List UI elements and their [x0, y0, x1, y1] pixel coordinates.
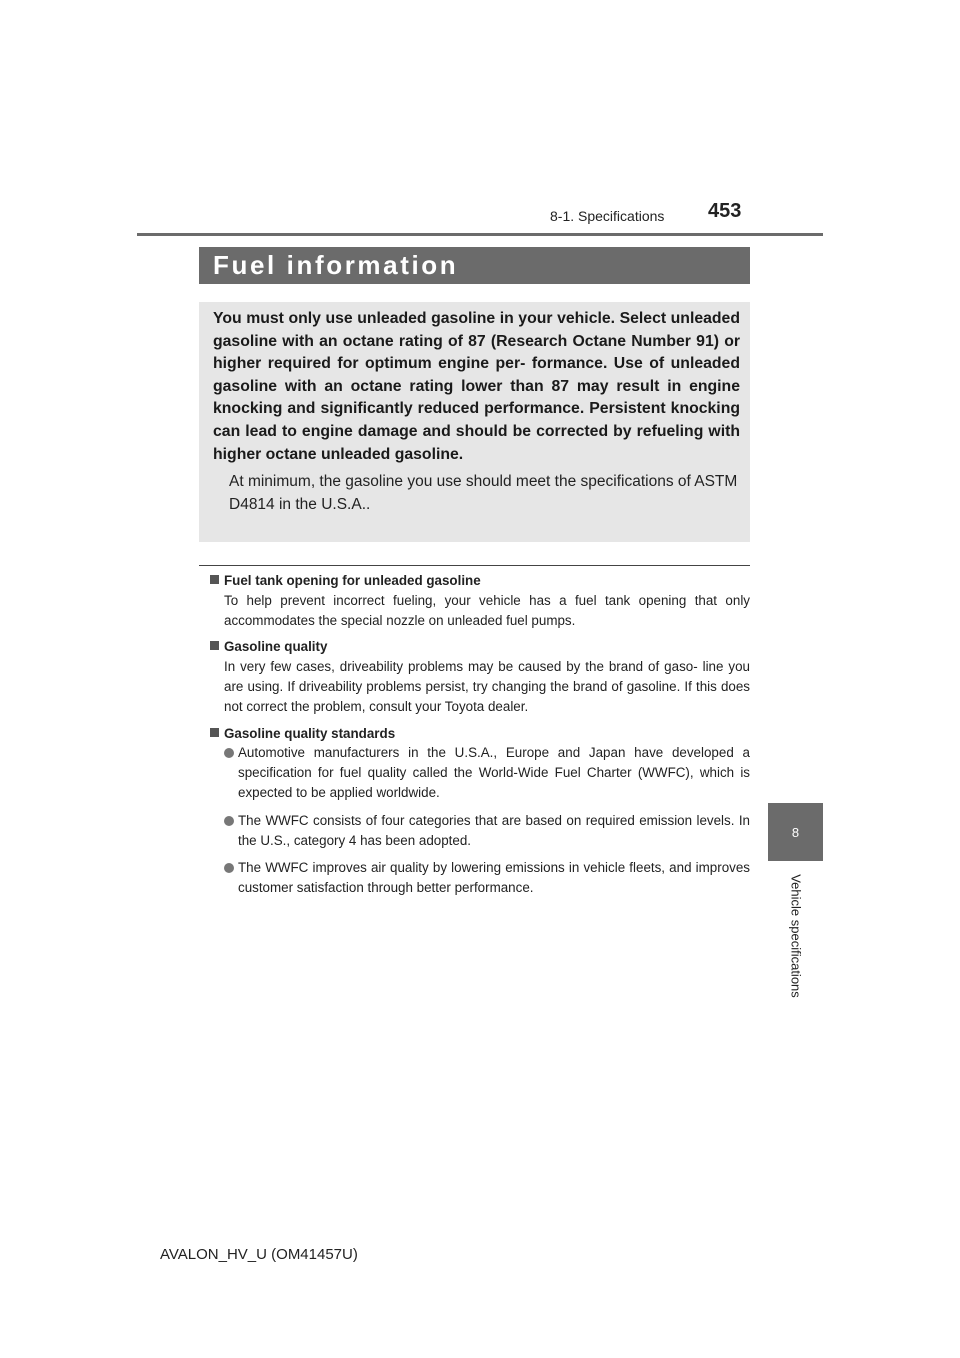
list-item-text: The WWFC consists of four categories that are based on required emission levels. In the U.S., category 4 has been adopted.	[238, 812, 750, 848]
summary-bold-text: You must only use unleaded gasoline in your vehicle. Select unleaded gasoline with an octane rating of 87 (Research Octane Number 91) or higher required for optimum engine per- formance. Use of unleaded gasoline with an octane rating lower than 87 may result in engine knocking and significantly reduced performance. Persistent knocking can lead to engine damage and should be corrected by refueling with higher octane unleaded gasoline.	[213, 310, 740, 463]
summary-note: At minimum, the gasoline you use should meet the specifications of ASTM D4814 in the U.S.A..	[229, 473, 738, 514]
section-body: To help prevent incorrect fueling, your vehicle has a fuel tank opening that only accommodates the special nozzle on unleaded fuel pumps.	[224, 592, 750, 628]
chapter-number: 8	[791, 824, 800, 840]
list-item	[224, 811, 750, 851]
section-heading-text: Gasoline quality standards	[224, 725, 396, 741]
content-body	[210, 571, 750, 906]
summary-box	[199, 302, 750, 542]
circle-bullet-icon	[224, 863, 234, 873]
list-item	[224, 858, 750, 898]
section-divider	[199, 565, 750, 566]
header-rule	[137, 233, 823, 236]
section-body: In very few cases, driveability problems may be caused by the brand of gaso- line you are using. If driveability problems persist, try changing the brand of gasoline. If this does not correct the problem, consult your Toyota dealer.	[224, 659, 750, 714]
section-label: 8-1. Specifications	[550, 208, 665, 224]
circle-bullet-icon	[224, 748, 234, 758]
list-item-text: The WWFC improves air quality by lowering emissions in vehicle fleets, and improves customer satisfaction through better performance.	[238, 860, 750, 896]
square-bullet-icon	[210, 575, 219, 584]
square-bullet-icon	[210, 641, 219, 650]
section-heading-text: Fuel tank opening for unleaded gasoline	[224, 573, 481, 588]
title-bar	[199, 247, 750, 284]
page-title: Fuel information	[213, 250, 459, 280]
square-bullet-icon	[210, 728, 219, 737]
chapter-label: Vehicle specifications	[788, 874, 803, 998]
page-number: 453	[708, 200, 742, 222]
footer-doc-id: AVALON_HV_U (OM41457U)	[160, 1246, 358, 1263]
page-header	[0, 0, 960, 240]
section-heading	[210, 637, 750, 657]
circle-bullet-icon	[224, 816, 234, 826]
section-heading	[210, 724, 750, 744]
chapter-tab	[768, 803, 823, 861]
chapter-label-container	[768, 861, 823, 1011]
list-item-text: Automotive manufacturers in the U.S.A., Europe and Japan have developed a specification for fuel quality called the World-Wide Fuel Charter (WWFC), which is expected to be applied worldwide.	[238, 745, 750, 800]
section-heading-text: Gasoline quality	[224, 639, 328, 655]
section-heading	[210, 571, 750, 591]
list-item	[224, 743, 750, 802]
